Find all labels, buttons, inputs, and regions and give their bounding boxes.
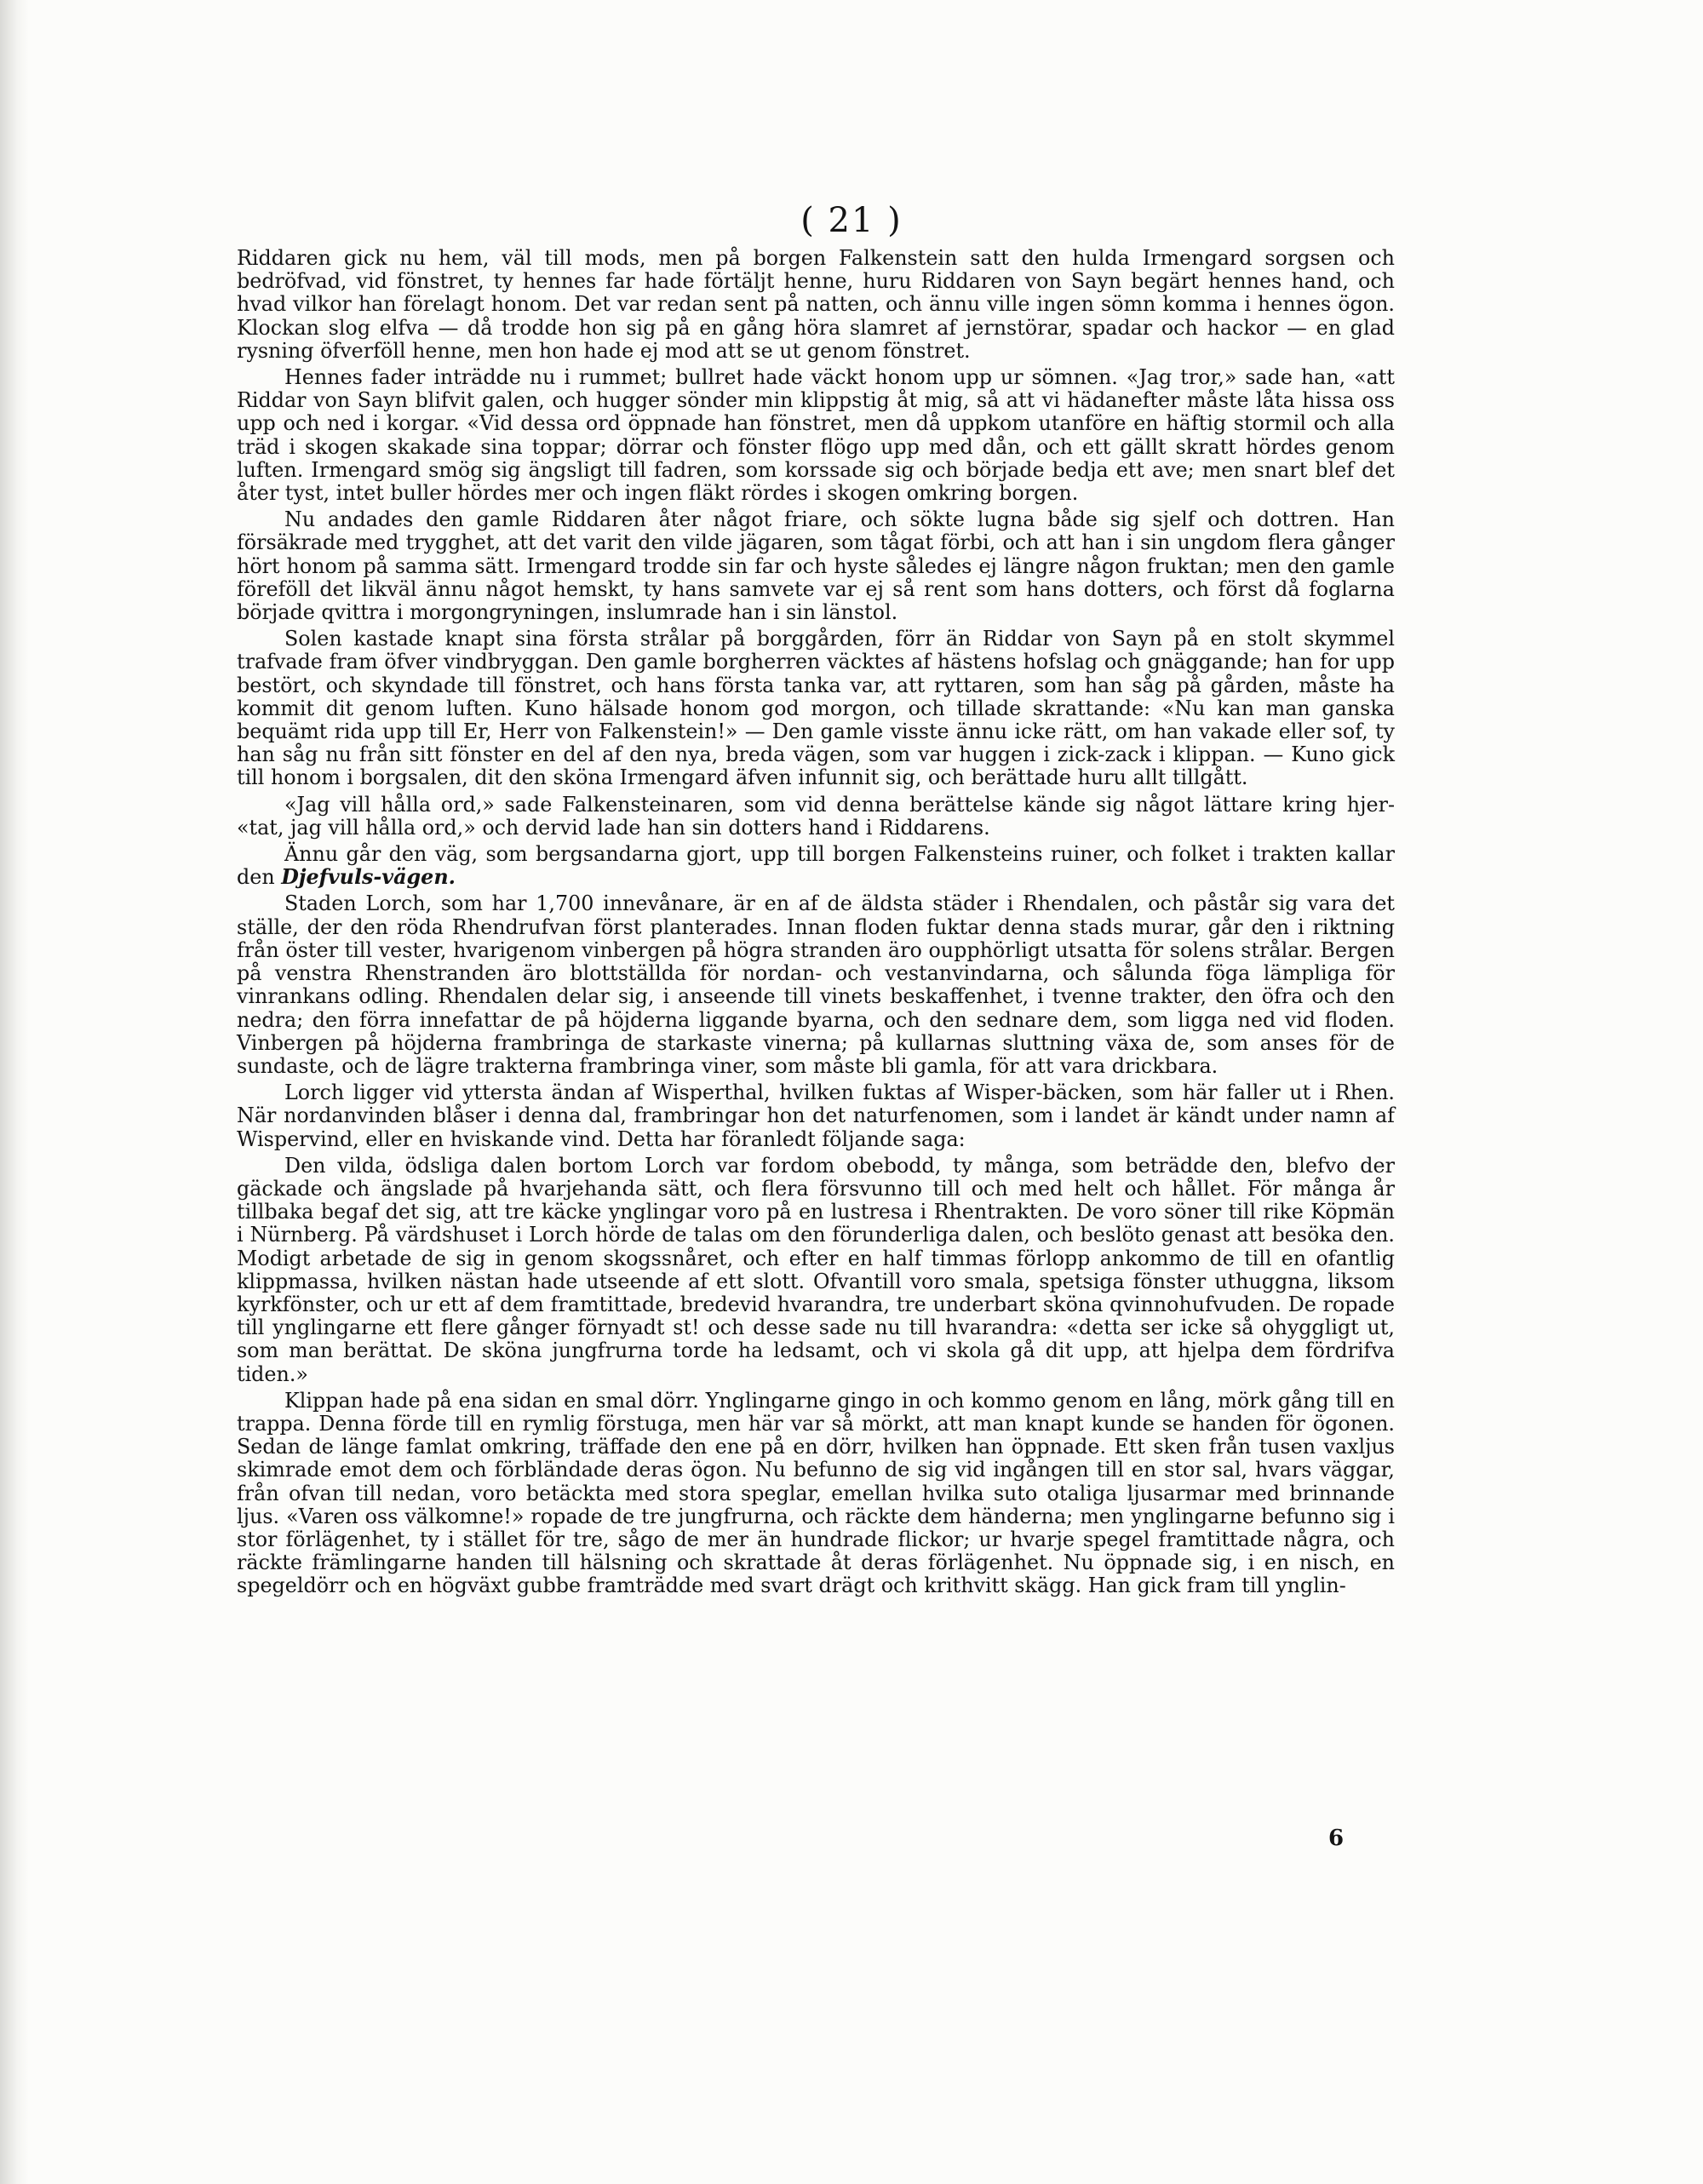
paragraph	[237, 843, 1395, 889]
page-number: ( 21 )	[800, 201, 903, 240]
paragraph: Hennes fader inträdde nu i rummet; bullret hade väckt honom upp ur sömnen. «Jag tror,» sade han, «att Riddar von Sayn blifvit galen, och hugger sönder min klippstig åt mig, så att vi hädanefter måste låta hissa oss upp och ned i korgar. «Vid dessa ord öppnade han fönstret, men då uppkom utanföre en häftig stormil och alla träd i skogen skakade sina toppar; dörrar och fönster flögo upp med dån, och ett gällt skratt hördes genom luften. Irmengard smög sig ängsligt till fadren, som korssade sig och började bedja ett ave; men snart blef det åter tyst, intet buller hördes mer och ingen fläkt rördes i skogen omkring borgen.	[237, 365, 1395, 506]
emphasized-term: Djefvuls-vägen.	[281, 865, 456, 890]
paragraph: Nu andades den gamle Riddaren åter något friare, och sökte lugna både sig sjelf och dottren. Han försäkrade med trygghet, att det varit den vilde jägaren, som tågat förbi, och att han i sin ungdom flera gånger hört honom på samma sätt. Irmengard trodde sin far och hyste således ej längre någon fruktan; men den gamle föreföll det likväl ännu något hemskt, ty hans samvete var ej så rent som hans dotters, och först då foglarna började qvittra i morgongryningen, inslumrade han i sin länstol.	[237, 507, 1395, 625]
paragraph: Riddaren gick nu hem, väl till mods, men på borgen Falkenstein satt den hulda Irmengard sorgsen och bedröfvad, vid fönstret, ty hennes far hade förtäljt henne, huru Riddaren von Sayn begärt hennes hand, och hvad vilkor han förelagt honom. Det var redan sent på natten, och ännu ville ingen sömn komma i hennes ögon. Klockan slog elfva — då trodde hon sig på en gång höra slamret af jernstörar, spadar och hackor — en glad rysning öfverföll henne, men hon hade ej mod att se ut genom fönstret.	[237, 246, 1395, 363]
paragraph: Den vilda, ödsliga dalen bortom Lorch var fordom obebodd, ty många, som beträdde den, blefvo der gäckade och ängslade på hvarjehanda sätt, och flera försvunno till och med helt och hållet. För många år tillbaka begaf det sig, att tre käcke ynglingar voro på en lustresa i Rhentrakten. De voro söner till rike Köpmän i Nürnberg. På värdshuset i Lorch hörde de talas om den förunderliga dalen, och beslöto genast att besöka den. Modigt arbetade de sig in genom skogssnåret, och efter en half timmas förlopp ankommo de till en ofantlig klippmassa, hvilken nästan hade utseende af ett slott. Ofvantill voro smala, spetsiga fönster uthuggna, liksom kyrkfönster, och ur ett af dem framtittade, bredevid hvarandra, tre underbart sköna qvinnohufvuden. De ropade till ynglingarne ett flere gånger förnyadt st! och desse sade nu till hvarandra: «detta ser icke så ohyggligt ut, som man berättat. De sköna jungfrurna torde ha ledsamt, och vi skola gå dit upp, att hjelpa dem fördrifva tiden.»	[237, 1153, 1395, 1386]
signature-mark: 6	[1328, 1826, 1345, 1851]
page-edge-shadow	[0, 0, 29, 2184]
paragraph: Staden Lorch, som har 1,700 innevånare, är en af de äldsta städer i Rhendalen, och påstår sig vara det ställe, der den röda Rhendrufvan först planterades. Innan floden fuktar denna stads murar, går den i riktning från öster till vester, hvarigenom vinbergen på högra stranden äro oupphörligt utsatta för solens strålar. Bergen på venstra Rhenstranden äro blottställda för nordan- och vestanvindarna, och sålunda föga lämpliga för vinrankans odling. Rhendalen delar sig, i anseende till vinets beskaffenhet, i tvenne trakter, den öfra och den nedra; den förra innefattar de på höjderna liggande byarna, och den sednare dem, som ligga ned vid floden. Vinbergen på höjderna frambringa de starkaste vinerna; på kullarnas sluttning växa de, som anses för de sundaste, och de lägre trakterna frambringa viner, som måste bli gamla, för att vara drickbara.	[237, 891, 1395, 1078]
paragraph: Klippan hade på ena sidan en smal dörr. Ynglingarne gingo in och kommo genom en lång, mörk gång till en trappa. Denna förde till en rymlig förstuga, men här var så mörkt, att man knapt kunde se handen för ögonen. Sedan de länge famlat omkring, träffade den ene på en dörr, hvilken han öppnade. Ett sken från tusen vaxljus skimrade emot dem och förbländade deras ögon. Nu befunno de sig vid ingången till en stor sal, hvars väggar, från ofvan till nedan, voro betäckta med stora speglar, emellan hvilka suto otaliga ljusarmar med brinnande ljus. «Varen oss välkomne!» ropade de tre jungfrurna, och räckte dem händerna; men ynglingarne befunno sig i stor förlägenhet, ty i stället för tre, sågo de mer än hundrade flickor; ur hvarje spegel framtittade några, och räckte främlingarne handen till hälsning och skrattade åt deras förlägenhet. Nu öppnade sig, i en nisch, en spegeldörr och en högväxt gubbe framträdde med svart drägt och krithvitt skägg. Han gick fram till ynglin-	[237, 1388, 1395, 1598]
paragraph: «Jag vill hålla ord,» sade Falkensteinaren, som vid denna berättelse kände sig något lättare kring hjer- «tat, jag vill hålla ord,» och dervid lade han sin dotters hand i Riddarens.	[237, 792, 1395, 840]
body-text	[237, 247, 1395, 1602]
paragraph: Lorch ligger vid yttersta ändan af Wisperthal, hvilken fuktas af Wisper-bäcken, som här faller ut i Rhen. När nordanvinden blåser i denna dal, frambringar hon det naturfenomen, som i landet är kändt under namn af Wispervind, eller en hviskande vind. Detta har föranledt följande saga:	[237, 1081, 1395, 1151]
paragraph-text: Ännu går den väg, som bergsandarna gjort, upp till borgen Falkensteins ruiner, och folket i trakten kallar den	[237, 842, 1395, 890]
paragraph: Solen kastade knapt sina första strålar på borggården, förr än Riddar von Sayn på en stolt skymmel trafvade fram öfver vindbryggan. Den gamle borgherren väcktes af hästens hofslag och gnäggande; han for upp bestört, och skyndade till fönstret, och hans första tanka var, att ryttaren, som han såg på gården, måste ha kommit dit genom luften. Kuno hälsade honom god morgon, och tillade skrattande: «Nu kan man ganska bequämt rida upp till Er, Herr von Falkenstein!» — Den gamle visste ännu icke rätt, om han vakade eller sof, ty han såg nu från sitt fönster en del af den nya, breda vägen, som var huggen i zick-zack i klippan. — Kuno gick till honom i borgsalen, dit den sköna Irmengard äfven infunnit sig, och berättade huru allt tillgått.	[237, 627, 1395, 790]
